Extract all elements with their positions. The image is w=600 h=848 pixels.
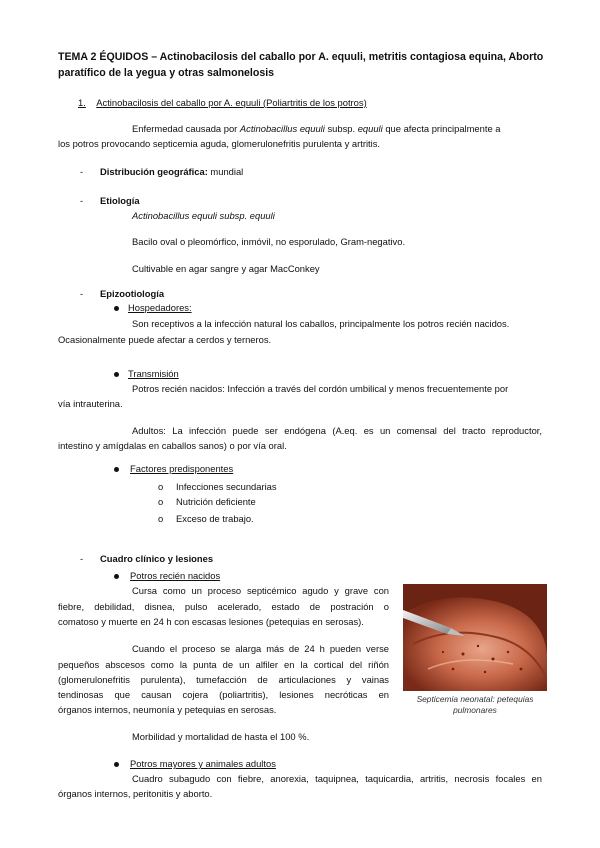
factor-item: Exceso de trabajo.	[176, 513, 254, 524]
bullet-icon	[114, 372, 119, 377]
factor-item: Nutrición deficiente	[176, 496, 256, 507]
p2-line5: órganos internos, neumonía y petequias en serosas.	[58, 704, 277, 715]
m-line1: Cuadro subagudo con fiebre, anorexia, taquipnea, taquicardia, artritis, necrosis focales en	[132, 773, 542, 784]
sub-bullet-icon: o	[158, 496, 164, 507]
hosp-label: Hospedadores:	[128, 302, 192, 313]
etio-heading: Etiología	[100, 195, 140, 206]
p2-line3: (glomerulonefritis purulenta), tumefacción de articulaciones y vainas	[58, 674, 389, 685]
section-heading: 1. Actinobacilosis del caballo por A. equuli (Poliartritis de los potros)	[78, 97, 367, 108]
bullet-icon	[114, 467, 119, 472]
cuadro-heading: Cuadro clínico y lesiones	[100, 553, 214, 564]
etio-desc: Bacilo oval o pleomórfico, inmóvil, no esporulado, Gram-negativo.	[132, 236, 406, 247]
m-line2: órganos internos, peritonitis y aborto.	[58, 788, 213, 799]
epizoo-dash: -	[80, 288, 84, 299]
p2-line4: tendinosas que causan cojera (poliartritis), lesiones necróticas en	[58, 689, 389, 700]
lung-petechiae-photo	[403, 584, 547, 691]
sub-bullet-icon: o	[158, 513, 164, 524]
adult-line2: intestino y amígdalas en caballos sanos) o por vía oral.	[58, 440, 287, 451]
potros-label: Potros recién nacidos	[130, 570, 221, 581]
cuadro-dash: -	[80, 553, 84, 564]
epizoo-heading: Epizootiología	[100, 288, 165, 299]
p1-line2: fiebre, debilidad, disnea, pulso acelerado, estado de postración o	[58, 601, 389, 612]
etio-species: Actinobacillus equuli subsp. equuli	[132, 210, 275, 221]
trans-label: Transmisión	[128, 368, 179, 379]
factors-label: Factores predisponentes	[130, 463, 234, 474]
page-title-line2: paratífico de la yegua y otras salmonelosis	[58, 67, 275, 79]
trans-line2: vía intrauterina.	[58, 398, 123, 409]
etio-dash: -	[80, 195, 84, 206]
hosp-line1: Son receptivos a la infección natural los caballos, principalmente los potros recién nacidos.	[132, 318, 510, 329]
bullet-icon	[114, 762, 119, 767]
sub-bullet-icon: o	[158, 481, 164, 492]
intro-line1: Enfermedad causada por Actinobacillus equuli subsp. equuli que afecta principalmente a	[132, 123, 501, 134]
morbidity-text: Morbilidad y mortalidad de hasta el 100 %.	[132, 731, 310, 742]
figure-caption: Septicemia neonatal: petequias pulmonares	[416, 694, 534, 715]
p1-line1: Cursa como un proceso septicémico agudo y grave con	[132, 585, 389, 596]
p1-line3: comatoso y muerte en 24 h con escasas lesiones (petequias en serosas).	[58, 616, 364, 627]
factor-item: Infecciones secundarias	[176, 481, 277, 492]
intro-line2: los potros provocando septicemia aguda, glomerulonefritis purulenta y artritis.	[58, 138, 381, 149]
dist-line: Distribución geográfica: mundial	[100, 166, 244, 177]
bullet-icon	[114, 306, 119, 311]
hosp-line2: Ocasionalmente puede afectar a cerdos y terneros.	[58, 334, 272, 345]
mayores-label: Potros mayores y animales adultos	[130, 758, 276, 769]
p2-line1: Cuando el proceso se alarga más de 24 h pueden verse	[132, 643, 389, 654]
bullet-icon	[114, 574, 119, 579]
photo-illustration	[403, 584, 547, 691]
trans-line1: Potros recién nacidos: Infección a través del cordón umbilical y menos frecuentemente por	[132, 383, 509, 394]
page-title: TEMA 2 ÉQUIDOS – Actinobacilosis del caballo por A. equuli, metritis contagiosa equina, Aborto	[58, 51, 544, 63]
p2-line2: pequeños abscesos como la punta de un alfiler en la cortical del riñón	[58, 659, 389, 670]
etio-culture: Cultivable en agar sangre y agar MacConkey	[132, 263, 320, 274]
dist-dash: -	[80, 166, 84, 177]
adult-line1: Adultos: La infección puede ser endógena (A.eq. es un comensal del tracto reproductor,	[132, 425, 542, 436]
